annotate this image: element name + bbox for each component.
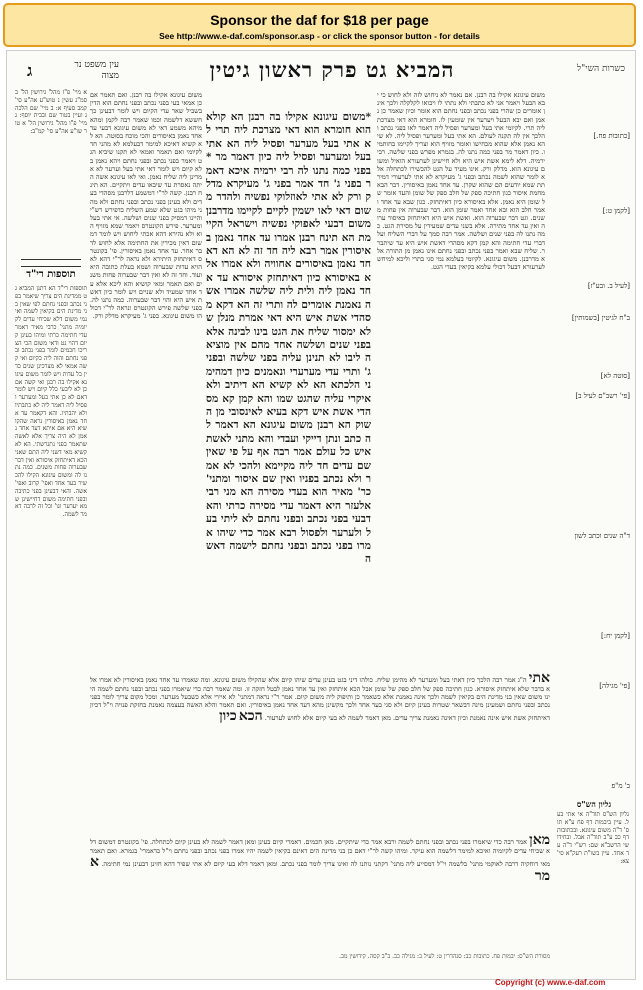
lead-word: אמר <box>90 854 550 884</box>
bottom-commentary-2-text: אמר רבה כדי שיאמרו בפני נכתב ובפני נחתם לשמה ורבא אמר כדי שיתקיים. מאן חכמים. דאמרי קיום בעינן ומאן דאמר לשמה לא בעינן קיום לכתחלה. פי' בקונטרס דמשום דלא שכיחי עדים לקיומיה ואיכא למימר דלשמה הוא עיקר. ומיהו קשה לר"י דאם כן בני מדינת הים דאינם בקיאין לשמה יהיו אמרו בפני נכתב ובפני נחתם וי"ל כדאמרי' בגמרא. ואם תאמר מאי דוחקיה דרבה לאוקמי מתני' בלשמה וי"ל דמסייע ליה מתני' דקתני נותנו לה ואינו צריך לומר בפני נכתב. ומאן דאמר דלא בעי קיום לא אתי שפיר דהא חזינן דבעינן נמי חתימה. <box>90 838 550 868</box>
tosafot-column: משום עיגונא אקילו בה רבנן. ואם תאמר אם כן אמאי בעי בפני נכתב ובפני נחתם הוא הדין בשביל שאר עדי הקיום ויש לומר דבעינן כך חששא דלשמה וכמו שאמר רבה לקמן ומהא מיהא משמע דאי לא משום עיגונא דבעי עד אחד נאמן באיסורים והכי מוכח בסוטה. הא לא קשיא דאיכא למימר דבעלמא לא מהני חד לקיומי ואם תאמר ואמאי לא תקנו שיביא הגט ויאמר בפני נכתב ובפני נחתם ויהא נאמן בלא קיום ויש לומר דאי אתי בעל וערער לא אמרינן ליה שליח נאמן. ואי לאו עיגונא אשה היתה נאסרת עד שיבאו עדים ויתקיים. הא תינח רבנן. קשה לר"י דמשמע דלרבנן מסהדי בעדים ולא בעינן בפני נכתב ובפני נחתם ולא מהני מיהו בגט שלא שמע השליח כדפירש רש"י והיינו דמסיק בפני שנים ושלשה. אי אתי בעל ומערער. פירש הקונטרס ויאמר שמא מזויף הוא ולא נהירא דהא אכתי ליחוש ויש לומר דמשום דאין מכירין את החתימה אלא לחוש לדבר אחר. עד אחד נאמן באיסורין. פי' בקונטרס דאיתחזק היתירא ולא נראה לר"י דהא לא הויא עדות שבערוה ושמא בעלת כתובה היא ועוד. וחד זה לא ואין דבר שבערוה פחות משנים ואם תאמר ומאי קושיא והא ליכא אלא עד אחד שמעיד ולא שניים ויש לומר כיון דאשת איש היא והוי דבר שבערוה. כמה נתנו לה. בפני שלשה פירש הקונטרס ונראה לר"י דכולהו משום עיגונא. בפני ג' מעיקרא מדלק ורק. <box>90 91 202 321</box>
ein-mishpat-column: א מיי' פ"ז מהל' גירושין הל' ב סמ"ג עשין נ טוש"ע אה"ע סי' קמב סעיף א: ב מיי' שם הלכה ג ועיין בטור שם ובבית יוסף: ג מיי' פ"ו מהל' גירושין הל' א טור שו"ע אה"ע סי' קמ"ב: <box>15 89 87 135</box>
bottom-commentary-2 <box>90 833 550 951</box>
gutter-label: [פי' מגילה] <box>599 682 630 690</box>
bottom-commentary-text: ה"ג אמר רבה הלכך כיון דאתי בעל ומערער לא מהימן שליח. כולהו דיני בגט בעינן עדים שיהו קיום אלא שהקילו משום עיגונא. ומה שאמרו עד אחד נאמן באיסורין לא אמרו אלא בדבר שלא איתחזק איסורא. כגון חתיכה ספק של חלב ספק של שומן אבל הכא איתחזק ואין עד אחד נאמן לבטל חזקה זו. ומה שאמר רבה כדי שיאמרו בפני נכתב ובפני נחתם לשמה היינו משום שאין בני מדינת הים בקיאין לשמה ולכך אינה נאמנת אלא כשאמר כן ותיפוק ליה משום קיום. אמר ר"י נראה דמתני' לא איירי אלא כשבעל מערער. ומכל מקום צריך לומר בפני נכתב ובפני נחתם ושמעינן מינה דבשאר שטרות בעינן קיום ולא סגי בעד אחד ולכך מקשינן מהא דעד אחד נאמן באיסורין. ואם תאמר והלא האשה בעצמה נאמנת בחזקת פנויה וי"ל דכיון דאיתחזק אשת איש אינה נאמנת וכיון דאינה נאמנת צריך עדים. מאן דאמר לשמה לא בעי קיום אלא לחוש לערעור. <box>90 676 550 722</box>
copyright-link[interactable]: Copyright (c) www.e-daf.com <box>495 978 606 987</box>
gutter-label: ב"ח לגיטין [בשמותין] <box>571 314 630 322</box>
gilyon-heading: גליון הש"ס <box>576 799 612 809</box>
mesoret-gutter <box>552 91 632 891</box>
gutter-label: [לעיל ב. ובע"ז] <box>587 282 630 290</box>
talmud-page <box>6 50 636 980</box>
gutter-label: [לקמן יח:] <box>601 632 630 640</box>
rid-heading: תוספות רי"ד <box>26 269 76 280</box>
gemara-column: *משום עיגונא אקילו בה רבנן הא קולא הוא חומרא הוא דאי מצרכת ליה תרי לא אתי בעל מערער ופסיל ליה הא אתי בעל ומערער ופסיל ליה כיון דאמר מר *בפני כמה נתנו לה רבי ירמיה איכא דאמר בפני ג' חד אמר בפני ג' מעיקרא מדלק ורק לא אתי לאוזלוקי נפשיה ולהדר משום דאי לאו ישמין לקיים לקיימו מדרבנן משום דבעי לאפוקי נפשיה וישראל הקיימת הא תינח רבנן אמרו עד אחד נאמן באיסורין אמר רבא ליה חד זה לא הא דאחד נאמן באיסורים אחוויה ולא אמרו אלא באיסורא כיון דאיתחזק איסורא עד אחד נאמן ליה ולית ליה שלשה אמרו אשה נאמנת אומרים לה ותרי זה הא דקא מסהדי אשת איש היא דאי אמרת מנלן שלא ימסור שליח את הגט בינו לבינה אלא בפני שנים ושלשה אחד מהם אין מוציאה ליבו לא תנינן עליה בפני שלשה ובפני ג' ותרי עדי מערערי ונאמנים כיון דמהימני הלכתא הא לא קשיא הא דיתיב ולא איקרי עליה שהגט שמו והא קמן קא מסהדי אשת איש דקא בעיא לאינסובי מן השוק הא רבנן משום עיגונא הא דאמר לה כתב ונתן דייקי ועבדי והא מתני לאשת איש כל עולם אמר רבה אף על פי שאין שם עדים חד ליה מקיימא ולהכי לא אמר ולא נכתב בפניו ואין שם איסור ומתני' כר' מאיר הוא בעדי מסירה הא מני רבי אלעזר היא דאמר עדי מסירה כרתי והא דבעי בפני נכתב ובפני נחתם לא ליתי בעל ולערער ולפסול רבא אמר כדי שיהו אמרו בפני נכתב ובפני נחתם לישמה דאשה <box>206 111 371 566</box>
lead-word: כיון <box>219 708 237 724</box>
gutter-label: [פי' רשב"ם לעיל ב] <box>575 392 630 400</box>
bottom-commentary <box>90 671 550 826</box>
sponsor-subtitle[interactable]: See http://www.e-daf.com/sponsor.asp - or click the sponsor button - for details <box>159 31 480 41</box>
lead-word: הכא <box>238 708 263 724</box>
gutter-label: [כתובות פח.] <box>593 132 630 140</box>
ornament-divider <box>21 259 81 267</box>
gilyon-column: גליון הש"ס תוד"ה אי אתי בעל. עיין ביבמות דף פח ע"א תוס' ד"ה משום עיגונא. ובכתובות דף כב ע"ב תוד"ה אבל. ובחידושי הרשב"א שם: רש"י ד"ה עד אחד. עיין בשו"ת רעק"א סי' צא: <box>557 811 629 865</box>
sponsor-title[interactable]: Sponsor the daf for $18 per page <box>210 12 429 28</box>
page-number: ג <box>27 61 33 80</box>
gutter-label: [לקמן ט:] <box>602 207 630 215</box>
sponsor-banner[interactable] <box>3 3 636 47</box>
gutter-label: ב' מ"פ <box>611 782 630 790</box>
gutter-label: ד"ה שנים וכתב לשון <box>574 532 630 540</box>
rashi-column: משום עיגונא אקילו בה רבנן. אם נאמר לא ניחוש לזה ולא לחוש כי יבא הבעל ויאמר אני לא כתבתי ולא נתתי לו ויבואו לקלקלה ולכך אינן אומרים כן שהרי בפני נכתב ובפני נחתם הוא אומר וכיון שאמר כן נאמן ואם יבא הבעל ויערער אין שומעין לו. חומרא הוא דאי מצרכת ליה תרי. לקיומי אתי בעל ומערער ופסיל ליה דאמר לאו בפני נכתב והלכך אין לה תקנה לעולם. הא אתי בעל ומערער ופסיל ליה. לא שיהא נאמן אלא שהוא מכחישו ואומר מזויף הוא וצריך לקיימו בחותמיו. כיון דאמר מר בפני כמה נתנו לה. בגמרא מפרש בפני שלשה. רבי ירמיה. דלא לימא אשת איש היא ולא חיישינן לערעורא הואיל ומשום עיגונא הוא. מדלק ורק. אינו מעיד על הגט להכשירו לכתחלה אלא לומר שהוא לשמה נכתב ובפני ג' מעיקרא לא אתי לערעורי דמירתת שמא יודעים הם שהוא שקרן. עד אחד נאמן באיסורין. דבר הבא מחמת איסור כגון חתיכה ספק של חלב ספק של שומן והעד אומר של שומן היא נאמן. אלא באיסורא כיון דאיתחזק. כגון שבא עד אחד ואמר חלב הוא ובא אחד ואמר שומן הוא. דבר שבערוה אין פחות משנים. וגט דבר שבערוה הוא. ואשת איש היא דאיתחזק באיסור ערוה ואין עד אחד מתירה. אלא בשני עדים שמעידין על מסירת הגט. כמה נתנו לה בפני שנים ושלשה. אמר רבה סמך על דברי השליח ועל דברי עדי חתימה והא קמן דקא מסהדי דאשת איש היא עד שיתברר. שליח שבא ואמר בפני נכתב ובפני נחתם אינו נאמן מן התורה אלא מדרבנן. משום עיגונא. לקיומי בעלמא נמי סגי בתרי וליכא למיחש לערעורא דבעל דכולי עלמא בקיאין בעדי הגט. <box>377 91 545 272</box>
lead-word: אתי <box>528 671 550 686</box>
header-right-label: כשרות השי"ל <box>576 64 625 74</box>
ein-mishpat-heading: עין משפט נר מצוה <box>74 60 119 81</box>
rid-column: תוספות רי"ד הא דתנן המביא גט ממדינת הים צריך שיאמר בפני נכתב ובפני נחתם לפי שאין בני מדינת הים בקיאין לשמה ואי נמי משום דלא שכיחי עדים לקיומיה מתני' כרבי מאיר דאמר עדי חתימה כרתי ומיהו בעינן קיום דהוי גט ודאי משום הכי הצריכו חכמים לומר בפני נכתב ובפני נחתם והוה ליה כקיום ואי קשה אמאי לא מצרכינן שנים כדין כל עדות ויש לומר משום עיגונא אקילו בה רבנן ואי קשה אם כן לא ליבעי כלל קיום ויש לומר דאם לא כן אתי בעל ומערער ופסיל ליה דאמר ליה לא כתבתיו ולא יהבתיו. והא דקאמר עד אחד נאמן באיסורין נראה שהקושיא היא אם איתא דעד אחד נאמן לא היה צריך אלא לאשה שתאמר בפני נתגרשתי. הא לא קשיא מאי דשני ליה התם שאני הכא דאיתחזק איסורא ואין דבר שבערוה פחות משנים. כמה נתנו לה ומשום עיגונא הקילו להכשיר בעד אחד ואפי' קרוב ואפי' אשה. והאי דבעינן בפני כתיבה ובפני חתימה משום דחיישינן שמא יערער וגו' וכל זה לרבה דאמר לשמה. <box>15 285 87 519</box>
page-footer: מסורת הש"ס: יבמות פח. כתובות כב: סנהדרין ט: לעיל ב: מגילה כב. ב"ב קסה. קידושין מב. <box>339 953 550 960</box>
gutter-label: [סוטה לא] <box>600 372 630 380</box>
lead-word: מאן <box>529 833 550 848</box>
page-title: המביא גט פרק ראשון גיטין <box>209 57 455 82</box>
